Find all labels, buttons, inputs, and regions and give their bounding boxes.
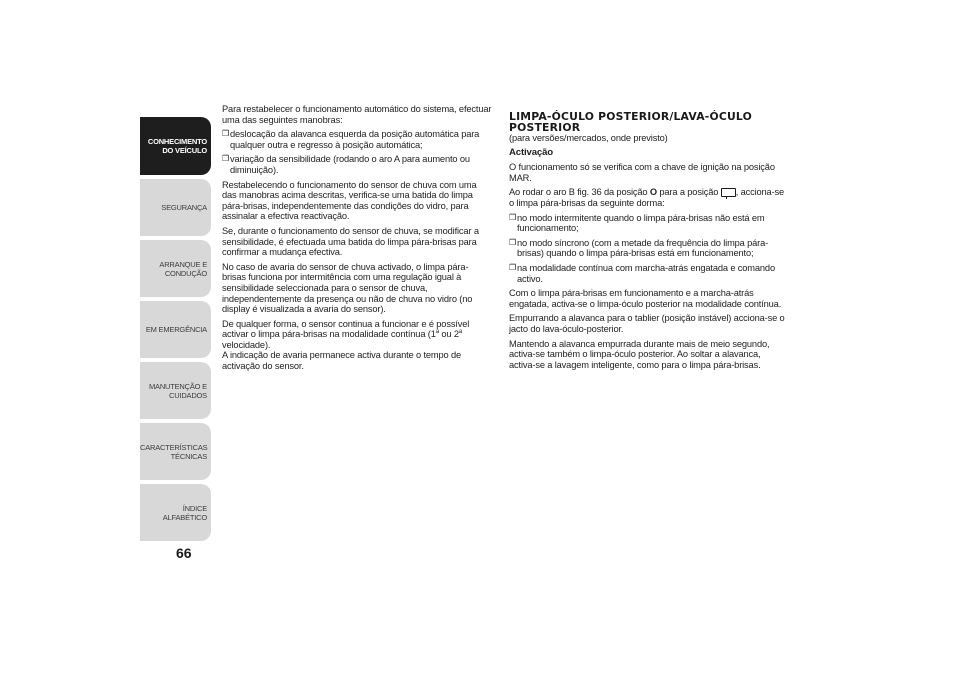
tab-label-line2: CUIDADOS	[169, 390, 207, 400]
paragraph: Se, durante o funcionamento do sensor de chuva, se modificar a sensibilidade, é efectuada uma batida do limpa pára-brisas para confirmar a mudança efectiva.	[222, 225, 479, 258]
paragraph: Com o limpa pára-brisas em funcionamento e a marcha-atrás engatada, activa-se o limpa-óculo posterior na modalidade contínua.	[509, 288, 782, 309]
tab-label-line2: DO VEÍCULO	[162, 146, 207, 155]
checkbox-bullet-icon: ❒	[509, 237, 517, 247]
list-item: ❒ variação da sensibilidade (rodando o aro A para aumento ou diminuição).	[222, 154, 470, 175]
tab-manutencao-e-cuidados[interactable]	[140, 362, 211, 419]
list-item: ❒ no modo intermitente quando o limpa pára-brisas não está em funcionamento;	[509, 212, 765, 234]
section-subtitle: (para versões/mercados, onde previsto)	[509, 133, 668, 143]
checkbox-bullet-icon: ❒	[509, 262, 517, 272]
paragraph: O funcionamento só se verifica com a chave de ignição na posição MAR.	[509, 162, 775, 183]
tab-label-line2: CONDUÇÃO	[164, 268, 207, 278]
paragraph: No caso de avaria do sensor de chuva activado, o limpa pára-brisas funciona por intermitência com uma regulação igual à sensibilidade seleccionada para o sensor de chuva, independentemente da presença ou não de chuva no vidro (no display é visualizada a avaria do sensor).	[222, 261, 473, 315]
paragraph: A indicação de avaria permanece activa durante o tempo de activação do sensor.	[222, 350, 462, 372]
list-item: ❒ deslocação da alavanca esquerda da posição automática para qualquer outra e regresso à posição automática;	[222, 129, 480, 150]
tab-indice-alfabetico[interactable]	[140, 484, 211, 541]
section-title: LIMPA-ÓCULO POSTERIOR/LAVA-ÓCULO POSTERIOR	[509, 110, 752, 134]
paragraph: Ao rodar o aro B fig. 36 da posição O para a posição , acciona-se o limpa pára-brisas da seguinte dorma:	[509, 187, 785, 208]
tab-label-line1: CARACTERÍSTICAS	[140, 442, 208, 452]
checkbox-bullet-icon: ❒	[222, 154, 230, 164]
tab-label-line1: ÍNDICE ALFABÉTICO	[162, 503, 207, 522]
paragraph: Mantendo a alavanca empurrada durante mais de meio segundo, activa-se também o limpa-óculo posterior. Ao soltar a alavanca, activa-se a lavagem inteligente, como para o limpa pára-brisas.	[509, 338, 770, 370]
list-item: ❒ na modalidade contínua com marcha-atrás engatada e comando activo.	[509, 262, 775, 284]
tab-em-emergencia[interactable]	[140, 301, 211, 358]
tab-label-line2: TÉCNICAS	[170, 451, 207, 461]
tab-conhecimento-do-veiculo[interactable]	[140, 117, 211, 175]
rear-wiper-icon	[721, 188, 736, 197]
paragraph: Restabelecendo o funcionamento do sensor de chuva com uma das manobras acima descritas, verifica-se uma batida do limpa pára-brisas, independentemente das condições do vidro, para assinalar a efectiva reactivação.	[222, 179, 477, 222]
tab-label-line1: EM EMERGÊNCIA	[145, 325, 207, 334]
tab-label-line1: ARRANQUE E	[159, 259, 207, 269]
list-item: ❒ no modo síncrono (com a metade da frequência do limpa pára-brisas) quando o limpa pára-brisas está em funcionamento;	[509, 237, 769, 259]
tab-caracteristicas-tecnicas[interactable]	[140, 423, 211, 480]
page-number: 66	[176, 545, 192, 561]
sub-heading: Activação	[509, 146, 553, 158]
tab-arranque-e-conducao[interactable]	[140, 240, 211, 297]
tab-label-line1: SEGURANÇA	[161, 203, 207, 212]
tab-seguranca[interactable]	[140, 179, 211, 236]
paragraph: De qualquer forma, o sensor continua a funcionar e é possível activar o limpa pára-brisas na modalidade contínua (1$^a$ ou 2$^a$ velocidade).	[222, 318, 470, 350]
right-column	[509, 112, 789, 374]
paragraph: Empurrando a alavanca para o tablier (posição instável) acciona-se o jacto do lava-óculo-posterior.	[509, 313, 785, 334]
checkbox-bullet-icon: ❒	[222, 129, 230, 139]
intro-paragraph: Para restabelecer o funcionamento automático do sistema, efectuar uma das seguintes manobras:	[222, 104, 492, 125]
chapter-tabs	[140, 117, 211, 545]
checkbox-bullet-icon: ❒	[509, 212, 517, 222]
tab-label-line1: CONHECIMENTO	[147, 137, 207, 146]
left-column	[222, 104, 492, 376]
tab-label-line1: MANUTENÇÃO E	[148, 381, 207, 391]
